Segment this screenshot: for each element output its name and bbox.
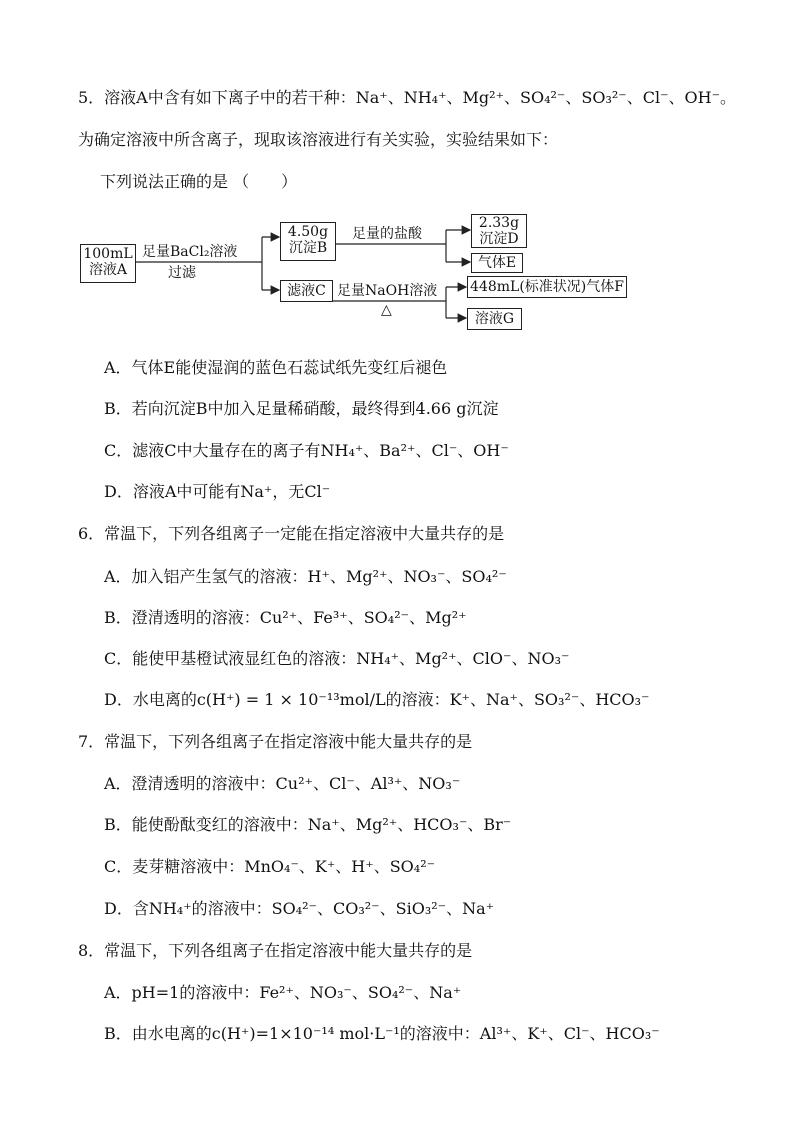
q8-option-a: A．pH=1的溶液中：Fe²⁺、NO₃⁻、SO₄²⁻、Na⁺ (104, 983, 462, 1002)
step1-reagent: 足量BaCl₂溶液 (142, 244, 238, 260)
precipitate-d-mass: 2.33g (478, 215, 520, 231)
diagram-arrows (0, 0, 794, 360)
q5-stem-line2: 为确定溶液中所含离子，现取该溶液进行有关实验，实验结果如下： (78, 130, 559, 149)
q5-option-c: C．滤液C中大量存在的离子有NH₄⁺、Ba²⁺、Cl⁻、OH⁻ (104, 441, 509, 460)
q7-stem: 7．常温下，下列各组离子在指定溶液中能大量共存的是 (78, 732, 473, 751)
box-solution-a (80, 244, 136, 283)
box-precipitate-d (471, 214, 527, 248)
box-precipitate-b (280, 222, 336, 261)
q7-option-d: D．含NH₄⁺的溶液中：SO₄²⁻、CO₃²⁻、SiO₃²⁻、Na⁺ (104, 899, 495, 918)
step1-operation: 过滤 (168, 265, 196, 281)
box-gas-e: 气体E (471, 253, 523, 273)
solution-a-label: 溶液A (88, 262, 128, 278)
q6-option-d: D．水电离的c(H⁺) = 1 × 10⁻¹³mol/L的溶液：K⁺、Na⁺、SO₃²⁻、HCO₃⁻ (104, 690, 650, 709)
q7-option-b: B．能使酚酞变红的溶液中：Na⁺、Mg²⁺、HCO₃⁻、Br⁻ (104, 815, 512, 834)
step3-heat-symbol: △ (381, 302, 392, 318)
solution-a-volume: 100mL (83, 246, 133, 262)
box-filtrate-c: 滤液C (280, 280, 333, 302)
precipitate-b-mass: 4.50g (287, 224, 329, 240)
q5-option-a: A．气体E能使湿润的蓝色石蕊试纸先变红后褪色 (104, 358, 448, 377)
step3-reagent: 足量NaOH溶液 (337, 283, 438, 299)
q8-option-b: B．由水电离的c(H⁺)=1×10⁻¹⁴ mol·L⁻¹的溶液中：Al³⁺、K⁺、Cl⁻、HCO₃⁻ (104, 1024, 660, 1043)
q7-option-c: C．麦芽糖溶液中：MnO₄⁻、K⁺、H⁺、SO₄²⁻ (104, 857, 436, 876)
q7-option-a: A．澄清透明的溶液中：Cu²⁺、Cl⁻、Al³⁺、NO₃⁻ (104, 774, 461, 793)
q6-option-b: B．澄清透明的溶液：Cu²⁺、Fe³⁺、SO₄²⁻、Mg²⁺ (104, 608, 467, 627)
box-gas-f: 448mL(标准状况)气体F (467, 276, 627, 298)
q5-stem-line1: 5．溶液A中含有如下离子中的若干种：Na⁺、NH₄⁺、Mg²⁺、SO₄²⁻、SO₃²⁻、Cl⁻、OH⁻。 (78, 88, 737, 107)
precipitate-b-label: 沉淀B (288, 240, 328, 256)
step2-reagent: 足量的盐酸 (352, 226, 422, 242)
box-solution-g: 溶液G (467, 308, 522, 330)
q6-option-c: C．能使甲基橙试液显红色的溶液：NH₄⁺、Mg²⁺、ClO⁻、NO₃⁻ (104, 649, 570, 668)
q5-option-d: D．溶液A中可能有Na⁺，无Cl⁻ (104, 482, 331, 501)
q6-option-a: A．加入铝产生氢气的溶液：H⁺、Mg²⁺、NO₃⁻、SO₄²⁻ (104, 567, 507, 586)
q8-stem: 8．常温下，下列各组离子在指定溶液中能大量共存的是 (78, 941, 473, 960)
q5-option-b: B．若向沉淀B中加入足量稀硝酸，最终得到4.66 g沉淀 (104, 399, 499, 418)
q5-stem-line3: 下列说法正确的是 （ ） (100, 172, 298, 191)
q6-stem: 6．常温下，下列各组离子一定能在指定溶液中大量共存的是 (78, 524, 505, 543)
precipitate-d-label: 沉淀D (479, 231, 519, 247)
